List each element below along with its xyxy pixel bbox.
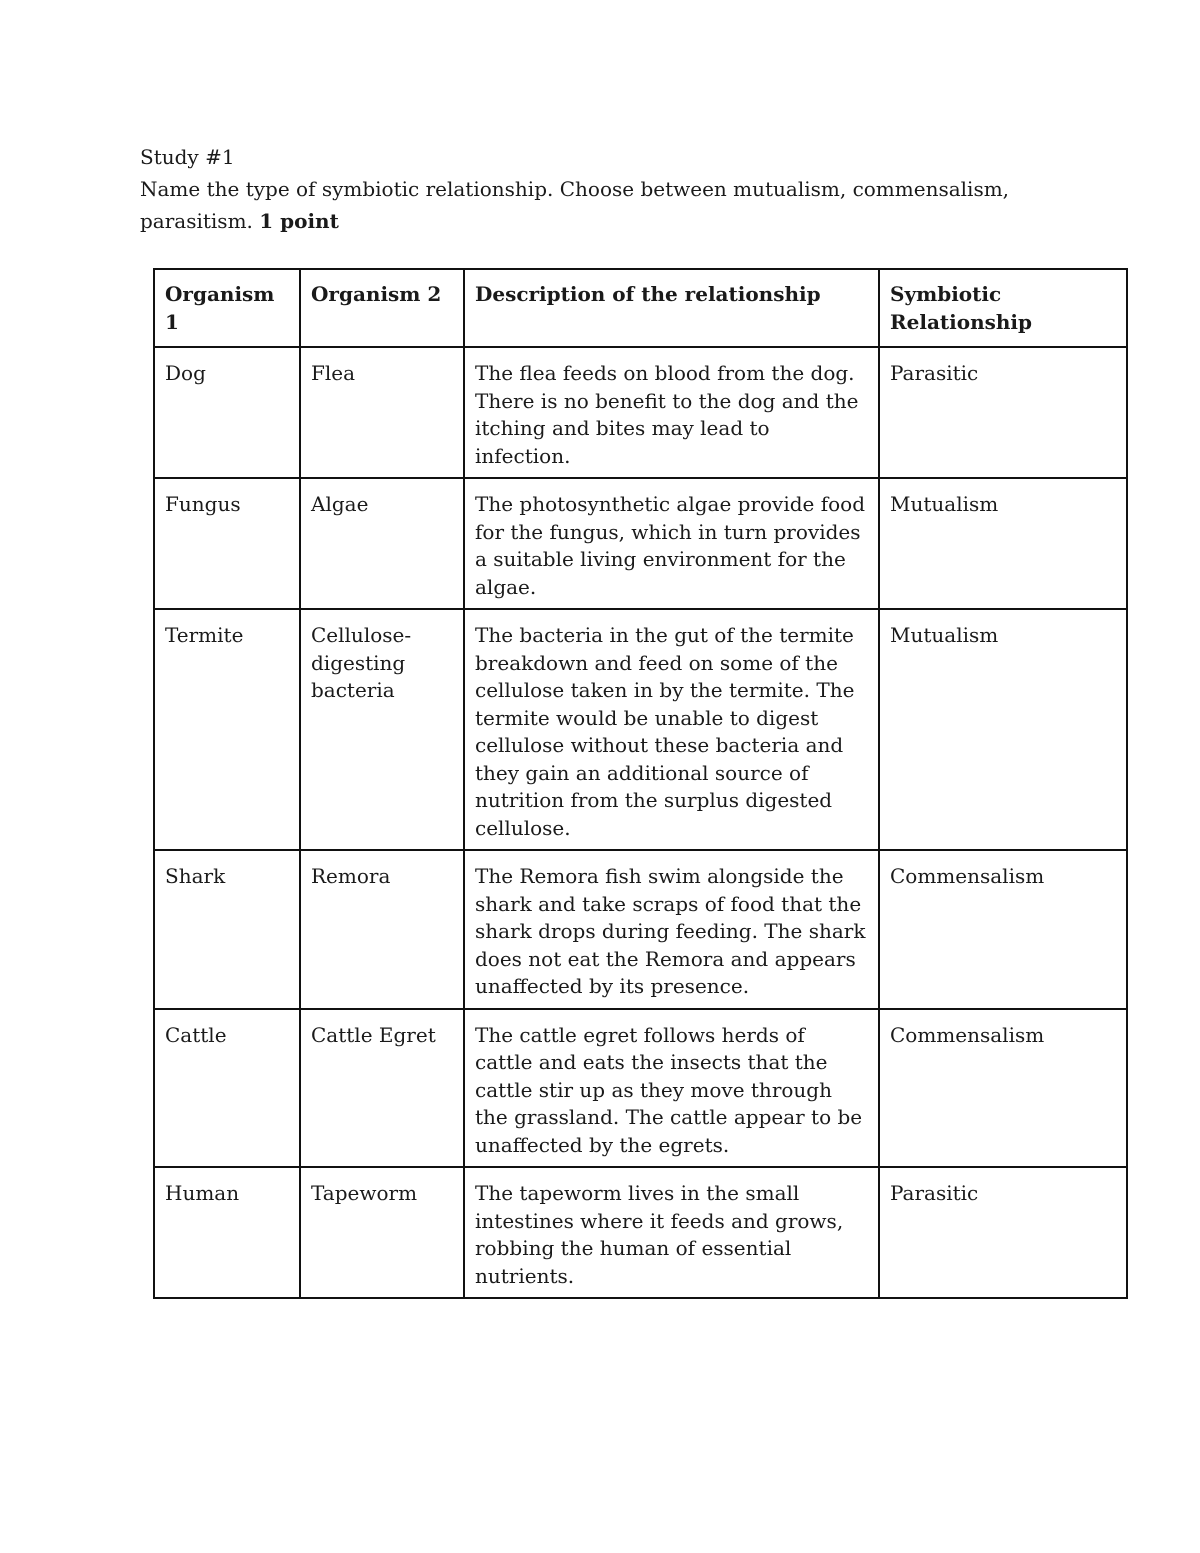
table-row bbox=[154, 1009, 1127, 1168]
organism-2-cell: Remora bbox=[300, 850, 464, 1009]
instruction-text bbox=[140, 173, 1120, 237]
organism-1-cell: Shark bbox=[154, 850, 300, 1009]
table-header-row bbox=[154, 269, 1127, 347]
table-row bbox=[154, 609, 1127, 850]
description-cell: The cattle egret follows herds of cattle and eats the insects that the cattle stir up as they move through the grassland. The cattle appear to be unaffected by the egrets. bbox=[464, 1009, 879, 1168]
relationship-cell: Parasitic bbox=[879, 347, 1127, 478]
organism-2-cell: Cellulose-digesting bacteria bbox=[300, 609, 464, 850]
organism-1-cell: Termite bbox=[154, 609, 300, 850]
table-row bbox=[154, 850, 1127, 1009]
header-organism-1: Organism 1 bbox=[154, 269, 300, 347]
points-label: 1 point bbox=[259, 209, 339, 233]
header-symbiotic-relationship: Symbiotic Relationship bbox=[879, 269, 1127, 347]
description-cell: The Remora fish swim alongside the shark and take scraps of food that the shark drops during feeding. The shark does not eat the Remora and appears unaffected by its presence. bbox=[464, 850, 879, 1009]
intro-text bbox=[140, 141, 1120, 237]
organism-1-cell: Cattle bbox=[154, 1009, 300, 1168]
relationship-cell: Commensalism bbox=[879, 850, 1127, 1009]
organism-2-cell: Algae bbox=[300, 478, 464, 609]
organism-1-cell: Human bbox=[154, 1167, 300, 1298]
description-cell: The flea feeds on blood from the dog. There is no benefit to the dog and the itching and bites may lead to infection. bbox=[464, 347, 879, 478]
relationship-cell: Mutualism bbox=[879, 609, 1127, 850]
study-title: Study #1 bbox=[140, 145, 235, 169]
symbiosis-table bbox=[153, 268, 1128, 1299]
table-row bbox=[154, 478, 1127, 609]
organism-2-cell: Cattle Egret bbox=[300, 1009, 464, 1168]
table-header bbox=[154, 269, 1127, 347]
description-cell: The tapeworm lives in the small intestines where it feeds and grows, robbing the human of essential nutrients. bbox=[464, 1167, 879, 1298]
table-row bbox=[154, 1167, 1127, 1298]
table-row bbox=[154, 347, 1127, 478]
instruction-body: Name the type of symbiotic relationship. Choose between mutualism, commensalism, parasitism. bbox=[140, 177, 1010, 233]
header-organism-2: Organism 2 bbox=[300, 269, 464, 347]
relationship-cell: Mutualism bbox=[879, 478, 1127, 609]
relationship-cell: Commensalism bbox=[879, 1009, 1127, 1168]
organism-2-cell: Tapeworm bbox=[300, 1167, 464, 1298]
organism-2-cell: Flea bbox=[300, 347, 464, 478]
organism-1-cell: Dog bbox=[154, 347, 300, 478]
table-body bbox=[154, 347, 1127, 1298]
description-cell: The photosynthetic algae provide food for the fungus, which in turn provides a suitable living environment for the algae. bbox=[464, 478, 879, 609]
relationship-cell: Parasitic bbox=[879, 1167, 1127, 1298]
organism-1-cell: Fungus bbox=[154, 478, 300, 609]
description-cell: The bacteria in the gut of the termite breakdown and feed on some of the cellulose taken in by the termite. The termite would be unable to digest cellulose without these bacteria and they gain an additional source of nutrition from the surplus digested cellulose. bbox=[464, 609, 879, 850]
header-description: Description of the relationship bbox=[464, 269, 879, 347]
